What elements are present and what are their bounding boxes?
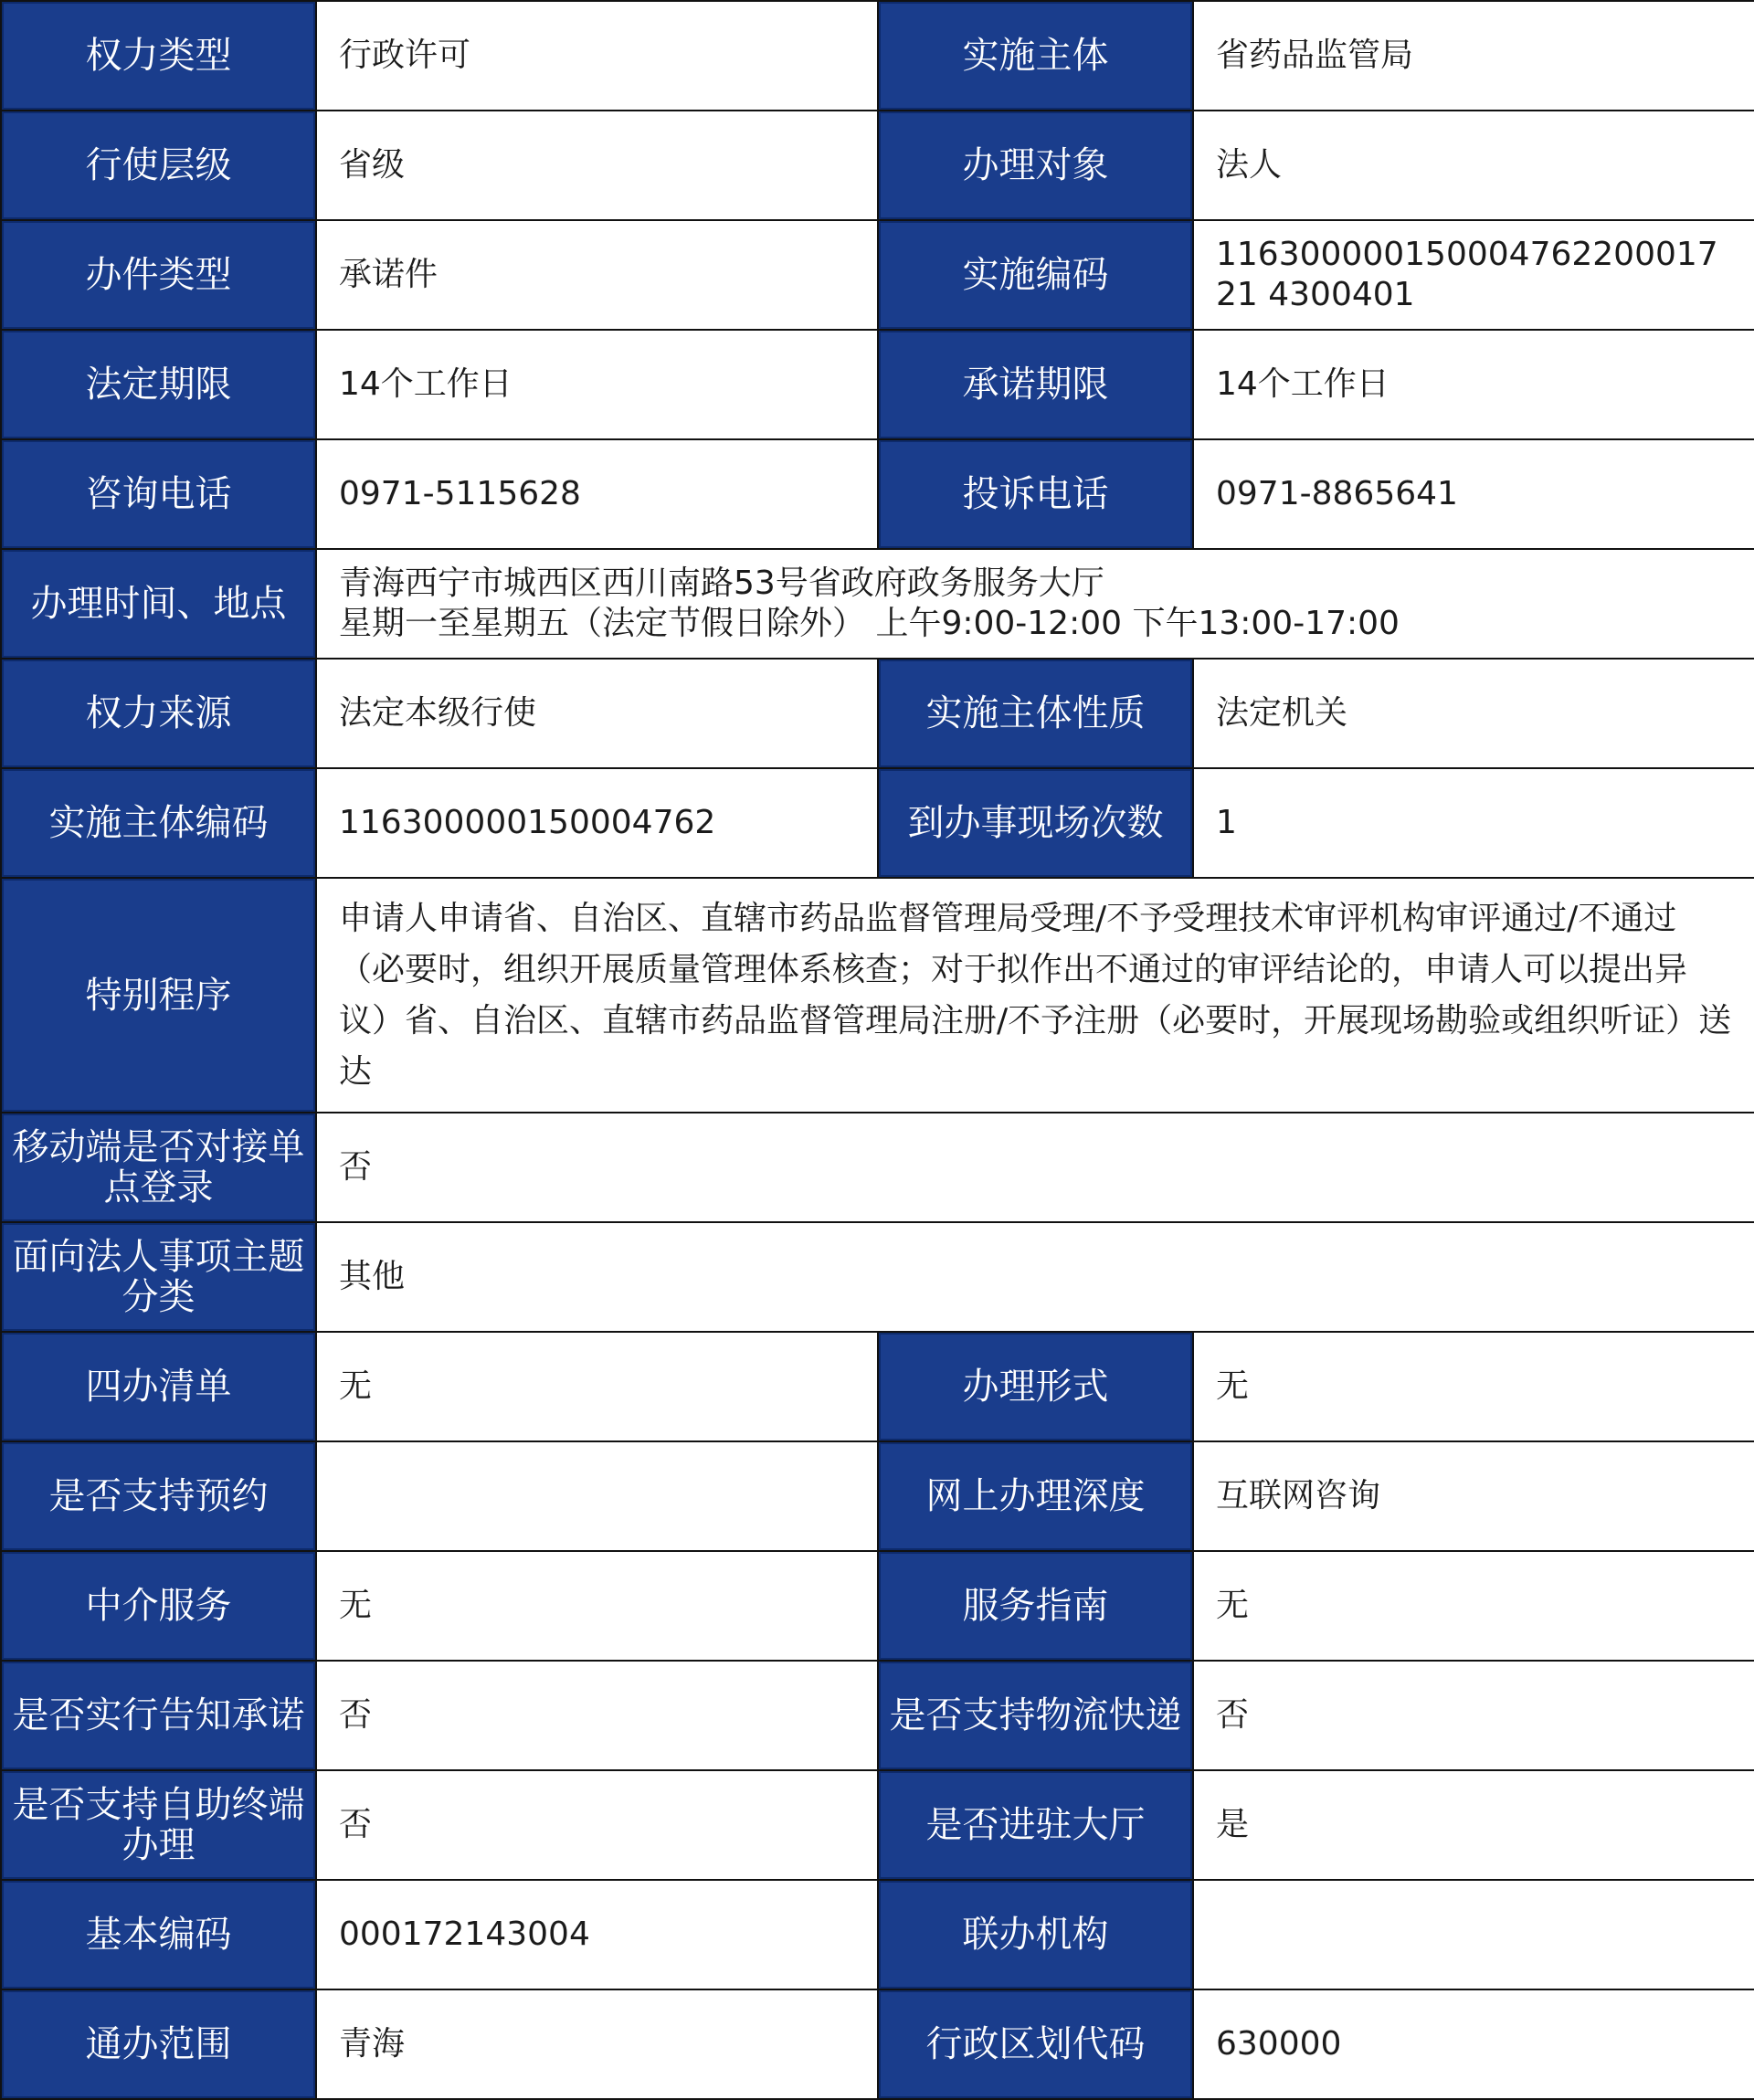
label-joint-agency: 联办机构 <box>878 1880 1193 1989</box>
value-power-type: 行政许可 <box>316 1 878 111</box>
value-body-nature: 法定机关 <box>1193 659 1754 768</box>
label-body-nature: 实施主体性质 <box>878 659 1193 768</box>
label-exercise-level: 行使层级 <box>1 111 316 220</box>
row-mobile-sso <box>1 1113 1754 1222</box>
row-notification-promise <box>1 1661 1754 1770</box>
row-legal-deadline <box>1 330 1754 439</box>
value-implementation-code: 11630000015000476220001721 4300401 <box>1193 220 1754 330</box>
value-complaint-phone: 0971-8865641 <box>1193 439 1754 549</box>
value-service-guide: 无 <box>1193 1551 1754 1661</box>
value-legal-deadline: 14个工作日 <box>316 330 878 439</box>
row-time-location <box>1 549 1754 659</box>
label-body-code: 实施主体编码 <box>1 768 316 878</box>
row-scope <box>1 1989 1754 2099</box>
value-in-hall: 是 <box>1193 1770 1754 1880</box>
label-implementing-body: 实施主体 <box>878 1 1193 111</box>
value-time-location: 青海西宁市城西区西川南路53号省政府政务服务大厅 星期一至星期五（法定节假日除外） 上午9:00-12:00 下午13:00-17:00 <box>316 549 1754 659</box>
label-express-delivery: 是否支持物流快递 <box>878 1661 1193 1770</box>
value-express-delivery: 否 <box>1193 1661 1754 1770</box>
label-region-code: 行政区划代码 <box>878 1989 1193 2099</box>
value-notification-promise: 否 <box>316 1661 878 1770</box>
value-consult-phone: 0971-5115628 <box>316 439 878 549</box>
value-region-code: 630000 <box>1193 1989 1754 2099</box>
label-case-type: 办件类型 <box>1 220 316 330</box>
value-site-visits: 1 <box>1193 768 1754 878</box>
label-scope: 通办范围 <box>1 1989 316 2099</box>
row-appointment <box>1 1441 1754 1551</box>
label-handling-form: 办理形式 <box>878 1332 1193 1441</box>
value-handling-form: 无 <box>1193 1332 1754 1441</box>
row-power-type <box>1 1 1754 111</box>
label-legal-deadline: 法定期限 <box>1 330 316 439</box>
value-exercise-level: 省级 <box>316 111 878 220</box>
label-promised-deadline: 承诺期限 <box>878 330 1193 439</box>
value-four-lists: 无 <box>316 1332 878 1441</box>
row-power-source <box>1 659 1754 768</box>
label-site-visits: 到办事现场次数 <box>878 768 1193 878</box>
value-body-code: 116300000150004762 <box>316 768 878 878</box>
value-mobile-sso: 否 <box>316 1113 1754 1222</box>
label-power-source: 权力来源 <box>1 659 316 768</box>
label-service-guide: 服务指南 <box>878 1551 1193 1661</box>
label-basic-code: 基本编码 <box>1 1880 316 1989</box>
row-topic-category <box>1 1222 1754 1332</box>
row-exercise-level <box>1 111 1754 220</box>
row-basic-code <box>1 1880 1754 1989</box>
value-implementing-body: 省药品监管局 <box>1193 1 1754 111</box>
label-target-object: 办理对象 <box>878 111 1193 220</box>
row-self-service <box>1 1770 1754 1880</box>
value-intermediary: 无 <box>316 1551 878 1661</box>
value-case-type: 承诺件 <box>316 220 878 330</box>
row-body-code <box>1 768 1754 878</box>
label-appointment: 是否支持预约 <box>1 1441 316 1551</box>
label-mobile-sso: 移动端是否对接单点登录 <box>1 1113 316 1222</box>
row-four-lists <box>1 1332 1754 1441</box>
value-self-service: 否 <box>316 1770 878 1880</box>
label-notification-promise: 是否实行告知承诺 <box>1 1661 316 1770</box>
label-time-location: 办理时间、地点 <box>1 549 316 659</box>
value-scope: 青海 <box>316 1989 878 2099</box>
value-joint-agency <box>1193 1880 1754 1989</box>
value-basic-code: 000172143004 <box>316 1880 878 1989</box>
label-implementation-code: 实施编码 <box>878 220 1193 330</box>
row-special-procedure <box>1 878 1754 1113</box>
row-consult-phone <box>1 439 1754 549</box>
label-consult-phone: 咨询电话 <box>1 439 316 549</box>
label-in-hall: 是否进驻大厅 <box>878 1770 1193 1880</box>
label-self-service: 是否支持自助终端办理 <box>1 1770 316 1880</box>
label-topic-category: 面向法人事项主题分类 <box>1 1222 316 1332</box>
value-promised-deadline: 14个工作日 <box>1193 330 1754 439</box>
value-topic-category: 其他 <box>316 1222 1754 1332</box>
value-power-source: 法定本级行使 <box>316 659 878 768</box>
value-target-object: 法人 <box>1193 111 1754 220</box>
label-intermediary: 中介服务 <box>1 1551 316 1661</box>
value-appointment <box>316 1441 878 1551</box>
value-online-depth: 互联网咨询 <box>1193 1441 1754 1551</box>
label-special-procedure: 特别程序 <box>1 878 316 1113</box>
label-four-lists: 四办清单 <box>1 1332 316 1441</box>
value-special-procedure: 申请人申请省、自治区、直辖市药品监督管理局受理/不予受理技术审评机构审评通过/不通过（必要时，组织开展质量管理体系核查；对于拟作出不通过的审评结论的，申请人可以提出异议）省、自治区、直辖市药品监督管理局注册/不予注册（必要时，开展现场勘验或组织听证）送达 <box>316 878 1754 1113</box>
row-case-type <box>1 220 1754 330</box>
label-power-type: 权力类型 <box>1 1 316 111</box>
label-complaint-phone: 投诉电话 <box>878 439 1193 549</box>
row-intermediary <box>1 1551 1754 1661</box>
label-online-depth: 网上办理深度 <box>878 1441 1193 1551</box>
